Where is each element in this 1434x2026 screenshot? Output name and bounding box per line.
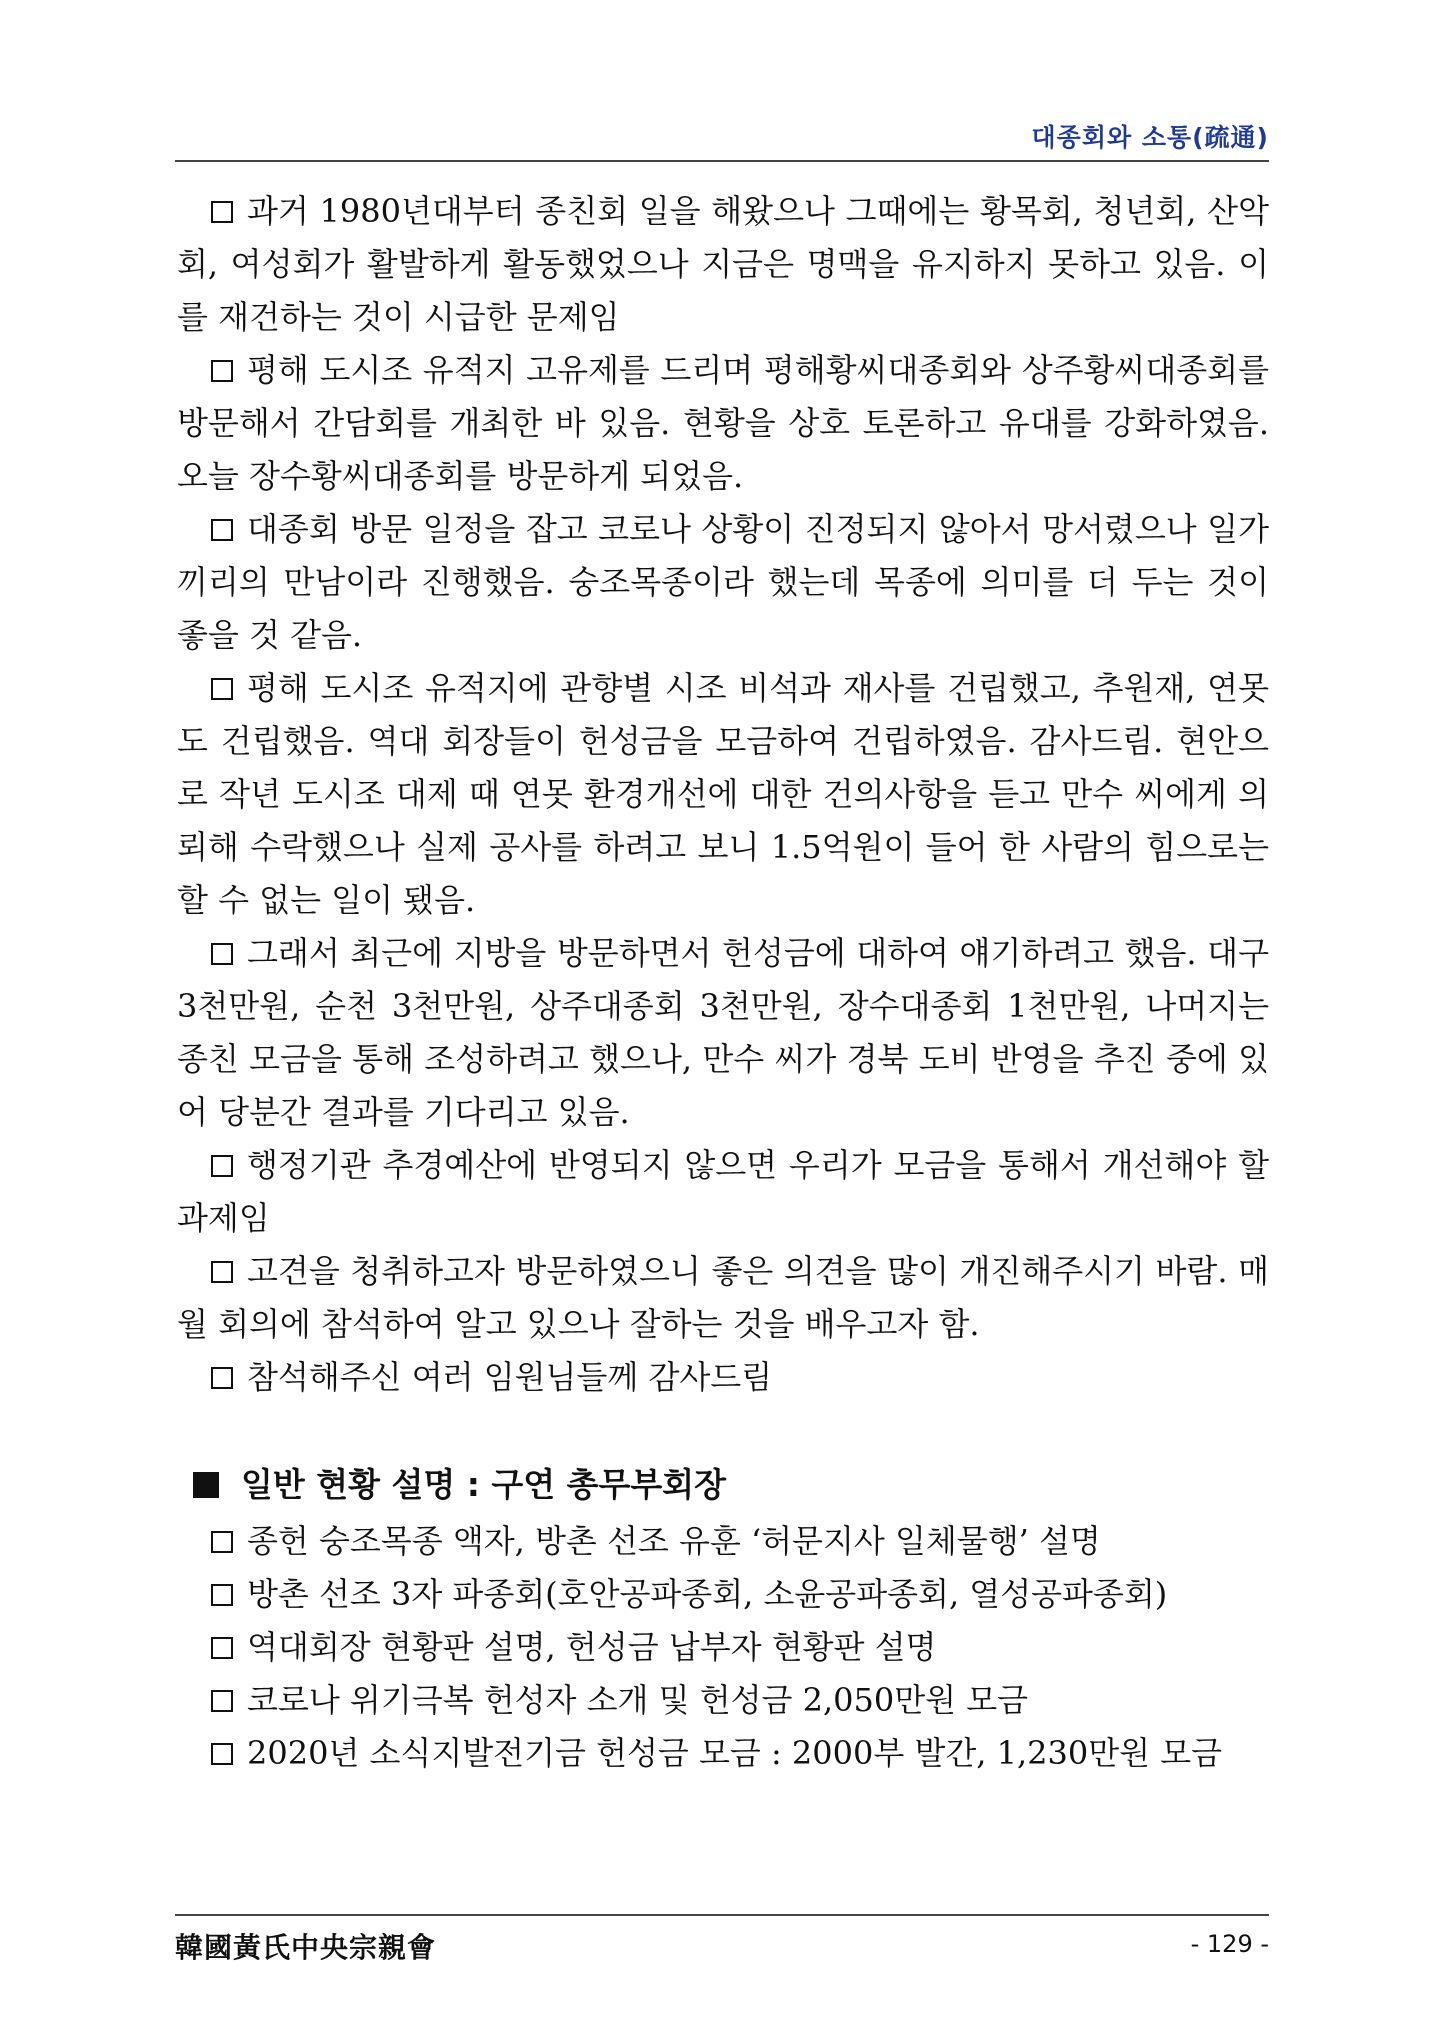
publisher-name: 韓國黃氏中央宗親會 [175, 1931, 437, 1964]
list-item-text: 역대회장 현황판 설명, 헌성금 납부자 현황판 설명 [247, 1628, 937, 1666]
list-item-text: 2020년 소식지발전기금 헌성금 모금 : 2000부 발간, 1,230만원 모금 [247, 1734, 1223, 1772]
running-header: 대종회와 소통(疏通) [1031, 123, 1269, 152]
checkbox-bullet-icon [211, 943, 233, 965]
checkbox-bullet-icon [211, 1531, 233, 1553]
filled-square-icon [193, 1472, 219, 1498]
list-item-text: 코로나 위기극복 헌성자 소개 및 헌성금 2,050만원 모금 [247, 1681, 1029, 1719]
section-heading [193, 1458, 1269, 1511]
paragraph-2 [177, 344, 1269, 503]
section-title: 일반 현황 설명 : 구연 총무부회장 [241, 1465, 727, 1504]
paragraph-text: 그래서 최근에 지방을 방문하면서 헌성금에 대하여 얘기하려고 했음. 대구 3천만원, 순천 3천만원, 상주대종회 3천만원, 장수대종회 1천만원, 나머지는 종친 모금을 통해 조성하려고 했으나, 만수 씨가 경북 도비 반영을 추진 중에 있어 당분간 결과를 기다리고 있음. [177, 934, 1269, 1131]
header-rule [175, 160, 1269, 162]
paragraph-5 [177, 927, 1269, 1139]
paragraph-8 [177, 1351, 1269, 1404]
checkbox-bullet-icon [211, 1261, 233, 1283]
paragraph-text: 평해 도시조 유적지에 관향별 시조 비석과 재사를 건립했고, 추원재, 연못도 건립했음. 역대 회장들이 헌성금을 모금하여 건립하였음. 감사드림. 현안으로 작년 도시조 대제 때 연못 환경개선에 대한 건의사항을 듣고 만수 씨에게 의뢰해 수락했으나 실제 공사를 하려고 보니 1.5억원이 들어 한 사람의 힘으로는 할 수 없는 일이 됐음. [177, 669, 1269, 919]
list-item-text: 종헌 숭조목종 액자, 방촌 선조 유훈 ‘허문지사 일체물행’ 설명 [247, 1522, 1101, 1560]
checkbox-bullet-icon [211, 1690, 233, 1712]
paragraph-1 [177, 185, 1269, 344]
checkbox-bullet-icon [211, 1367, 233, 1389]
checkbox-bullet-icon [211, 1584, 233, 1606]
list-item-text: 방촌 선조 3자 파종회(호안공파종회, 소윤공파종회, 열성공파종회) [247, 1575, 1168, 1613]
list-item [211, 1515, 1269, 1568]
paragraph-text: 평해 도시조 유적지 고유제를 드리며 평해황씨대종회와 상주황씨대종회를 방문해서 간담회를 개최한 바 있음. 현황을 상호 토론하고 유대를 강화하였음. 오늘 장수황씨대종회를 방문하게 되었음. [177, 351, 1269, 495]
paragraph-3 [177, 503, 1269, 662]
checkbox-bullet-icon [211, 519, 233, 541]
paragraph-6 [177, 1139, 1269, 1245]
paragraph-text: 대종회 방문 일정을 잡고 코로나 상황이 진정되지 않아서 망서렸으나 일가끼리의 만남이라 진행했음. 숭조목종이라 했는데 목종에 의미를 더 두는 것이 좋을 것 같음. [177, 510, 1269, 654]
checkbox-bullet-icon [211, 1637, 233, 1659]
page-number: - 129 - [1190, 1930, 1269, 1958]
checkbox-bullet-icon [211, 201, 233, 223]
paragraph-text: 과거 1980년대부터 종친회 일을 해왔으나 그때에는 황목회, 청년회, 산악회, 여성회가 활발하게 활동했었으나 지금은 명맥을 유지하지 못하고 있음. 이를 재건하는 것이 시급한 문제임 [177, 192, 1269, 336]
page-content [177, 185, 1269, 1780]
paragraph-text: 참석해주신 여러 임원님들께 감사드림 [247, 1358, 773, 1396]
list-item [211, 1727, 1269, 1780]
list-item [211, 1674, 1269, 1727]
footer-rule [175, 1914, 1269, 1916]
paragraph-text: 고견을 청취하고자 방문하였으니 좋은 의견을 많이 개진해주시기 바람. 매월 회의에 참석하여 알고 있으나 잘하는 것을 배우고자 함. [177, 1252, 1269, 1343]
list-item [211, 1568, 1269, 1621]
checkbox-bullet-icon [211, 1155, 233, 1177]
paragraph-text: 행정기관 추경예산에 반영되지 않으면 우리가 모금을 통해서 개선해야 할 과제임 [177, 1146, 1269, 1237]
checkbox-bullet-icon [211, 678, 233, 700]
paragraph-7 [177, 1245, 1269, 1351]
list-item [211, 1621, 1269, 1674]
checkbox-bullet-icon [211, 1743, 233, 1765]
checkbox-bullet-icon [211, 360, 233, 382]
paragraph-4 [177, 662, 1269, 927]
